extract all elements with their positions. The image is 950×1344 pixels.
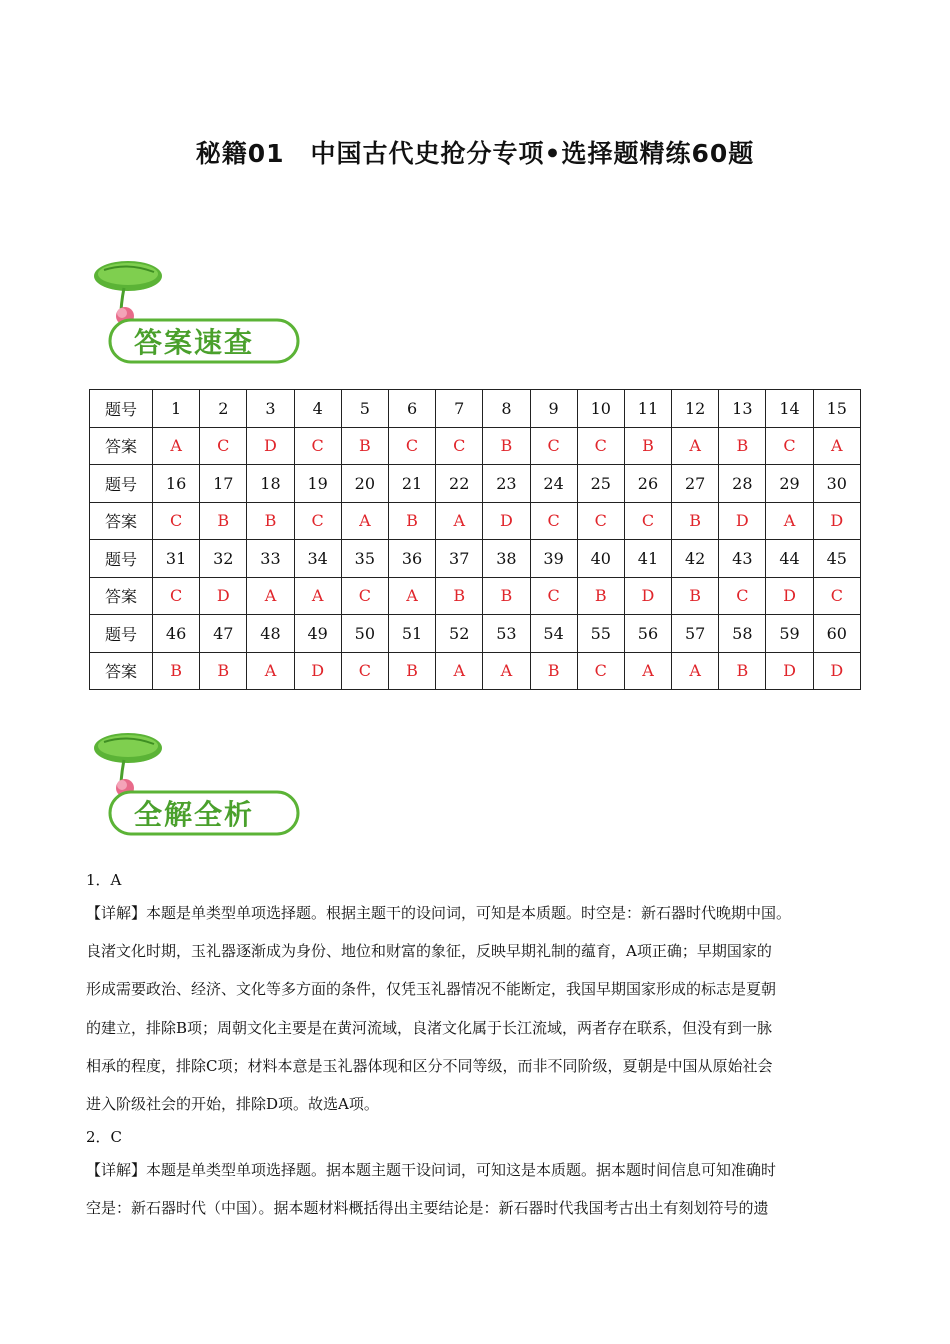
question-number-row [90, 390, 861, 428]
answer-cell: A [341, 502, 388, 540]
answer-cell: C [294, 502, 341, 540]
answer-cell: B [247, 502, 294, 540]
answer-row [90, 577, 861, 615]
question-number-cell: 41 [624, 540, 671, 578]
question-number-cell: 26 [624, 465, 671, 503]
answer-cell: B [483, 427, 530, 465]
question-number-row [90, 615, 861, 653]
answer-cell: B [719, 652, 766, 690]
question-number-cell: 36 [388, 540, 435, 578]
question-number-cell: 10 [577, 390, 624, 428]
question-number-cell: 30 [813, 465, 860, 503]
answer-cell: C [341, 577, 388, 615]
row-label: 题号 [90, 615, 153, 653]
answer-cell: A [483, 652, 530, 690]
question-number-cell: 51 [388, 615, 435, 653]
answer-cell: B [719, 427, 766, 465]
answer-cell: D [483, 502, 530, 540]
answer-cell: C [388, 427, 435, 465]
question-number-cell: 48 [247, 615, 294, 653]
question-number-cell: 34 [294, 540, 341, 578]
question-number-cell: 47 [200, 615, 247, 653]
answer-cell: B [388, 652, 435, 690]
question-number-cell: 52 [436, 615, 483, 653]
answer-cell: D [813, 652, 860, 690]
question-number-cell: 33 [247, 540, 294, 578]
answer-cell: B [530, 652, 577, 690]
answer-row [90, 652, 861, 690]
question-number-cell: 35 [341, 540, 388, 578]
badge-text: 全解全析 [134, 798, 255, 831]
badge-text: 答案速查 [134, 326, 255, 359]
question-number-cell: 49 [294, 615, 341, 653]
question-number-cell: 7 [436, 390, 483, 428]
answer-cell: A [766, 502, 813, 540]
question-number-cell: 43 [719, 540, 766, 578]
answer-cell: C [766, 427, 813, 465]
answer-cell: D [200, 577, 247, 615]
question-number-cell: 18 [247, 465, 294, 503]
answer-cell: C [530, 577, 577, 615]
question-number-cell: 58 [719, 615, 766, 653]
answer-cell: B [388, 502, 435, 540]
answer-cell: D [247, 427, 294, 465]
section-badge-answer-lookup [88, 258, 303, 366]
lotus-leaf-icon [88, 730, 303, 838]
answer-cell: C [153, 502, 200, 540]
question-number-cell: 22 [436, 465, 483, 503]
question-number-row [90, 540, 861, 578]
answer-cell: D [766, 652, 813, 690]
question-number-cell: 25 [577, 465, 624, 503]
question-number-cell: 55 [577, 615, 624, 653]
question-number-cell: 39 [530, 540, 577, 578]
question-number-cell: 38 [483, 540, 530, 578]
question-number-cell: 32 [200, 540, 247, 578]
answer-cell: C [577, 502, 624, 540]
answer-cell: A [436, 502, 483, 540]
question-number-cell: 1 [153, 390, 200, 428]
question-number-cell: 20 [341, 465, 388, 503]
answer-cell: B [577, 577, 624, 615]
question-number-cell: 44 [766, 540, 813, 578]
answer-cell: D [624, 577, 671, 615]
answer-cell: D [813, 502, 860, 540]
question-number-cell: 31 [153, 540, 200, 578]
question-number-cell: 21 [388, 465, 435, 503]
question-number-cell: 6 [388, 390, 435, 428]
answer-cell: A [247, 652, 294, 690]
answer-cell: A [624, 652, 671, 690]
question-number-cell: 59 [766, 615, 813, 653]
section-badge-full-analysis [88, 730, 303, 838]
question-number-cell: 37 [436, 540, 483, 578]
question-number-cell: 16 [153, 465, 200, 503]
question-number-cell: 29 [766, 465, 813, 503]
row-label: 答案 [90, 577, 153, 615]
answer-cell: B [200, 652, 247, 690]
question-number-cell: 42 [672, 540, 719, 578]
question-number-cell: 46 [153, 615, 200, 653]
answer-table [89, 389, 861, 690]
answer-cell: B [436, 577, 483, 615]
answer-cell: B [672, 577, 719, 615]
lotus-leaf-icon [88, 258, 303, 366]
question-number-cell: 15 [813, 390, 860, 428]
row-label: 题号 [90, 390, 153, 428]
question-number-cell: 3 [247, 390, 294, 428]
solution-number: 1．A [86, 871, 122, 889]
answer-row [90, 427, 861, 465]
answer-cell: A [672, 427, 719, 465]
solution-number: 2．C [86, 1128, 123, 1147]
answer-cell: C [200, 427, 247, 465]
row-label: 答案 [90, 427, 153, 465]
question-number-cell: 40 [577, 540, 624, 578]
question-number-cell: 27 [672, 465, 719, 503]
question-number-cell: 2 [200, 390, 247, 428]
answer-cell: A [813, 427, 860, 465]
answer-cell: B [672, 502, 719, 540]
solution-line: 进入阶级社会的开始，排除D项。故选A项。 [86, 1095, 379, 1114]
question-number-cell: 45 [813, 540, 860, 578]
solutions-section [86, 866, 866, 1228]
question-number-cell: 12 [672, 390, 719, 428]
answer-cell: C [294, 427, 341, 465]
solution-line: 空是：新石器时代（中国）。据本题材料概括得出主要结论是：新石器时代我国考古出土有刻划符号的遗 [86, 1199, 769, 1218]
question-number-cell: 23 [483, 465, 530, 503]
question-number-cell: 14 [766, 390, 813, 428]
question-number-row [90, 465, 861, 503]
question-number-cell: 11 [624, 390, 671, 428]
answer-cell: C [153, 577, 200, 615]
row-label: 答案 [90, 652, 153, 690]
answer-cell: A [436, 652, 483, 690]
question-number-cell: 19 [294, 465, 341, 503]
row-label: 题号 [90, 465, 153, 503]
page-title: 秘籍01 中国古代史抢分专项•选择题精练60题 [195, 139, 755, 168]
row-label: 答案 [90, 502, 153, 540]
question-number-cell: 4 [294, 390, 341, 428]
question-number-cell: 56 [624, 615, 671, 653]
question-number-cell: 5 [341, 390, 388, 428]
question-number-cell: 28 [719, 465, 766, 503]
answer-cell: B [341, 427, 388, 465]
question-number-cell: 17 [200, 465, 247, 503]
solution-line: 【详解】本题是单类型单项选择题。据本题主题干设问词，可知这是本质题。据本题时间信息可知准确时 [86, 1161, 777, 1180]
answer-cell: B [200, 502, 247, 540]
answer-cell: A [247, 577, 294, 615]
question-number-cell: 60 [813, 615, 860, 653]
question-number-cell: 9 [530, 390, 577, 428]
question-number-cell: 13 [719, 390, 766, 428]
answer-cell: C [341, 652, 388, 690]
answer-cell: D [719, 502, 766, 540]
answer-cell: C [436, 427, 483, 465]
answer-cell: C [813, 577, 860, 615]
solution-line: 相承的程度，排除C项；材料本意是玉礼器体现和区分不同等级，而非不同阶级，夏朝是中国从原始社会 [86, 1056, 773, 1075]
solution-line: 良渚文化时期，玉礼器逐渐成为身份、地位和财富的象征，反映早期礼制的蕴育，A项正确；早期国家的 [86, 942, 772, 961]
answer-cell: A [672, 652, 719, 690]
answer-cell: C [577, 427, 624, 465]
answer-row [90, 502, 861, 540]
answer-cell: B [624, 427, 671, 465]
question-number-cell: 57 [672, 615, 719, 653]
answer-cell: C [530, 502, 577, 540]
answer-cell: D [294, 652, 341, 690]
row-label: 题号 [90, 540, 153, 578]
question-number-cell: 24 [530, 465, 577, 503]
solution-line: 的建立，排除B项；周朝文化主要是在黄河流域，良渚文化属于长江流域，两者存在联系，但没有到一脉 [86, 1018, 773, 1037]
answer-cell: C [577, 652, 624, 690]
answer-cell: B [153, 652, 200, 690]
answer-cell: A [388, 577, 435, 615]
answer-cell: C [719, 577, 766, 615]
solution-line: 形成需要政治、经济、文化等多方面的条件，仅凭玉礼器情况不能断定，我国早期国家形成的标志是夏朝 [86, 980, 777, 999]
question-number-cell: 53 [483, 615, 530, 653]
question-number-cell: 8 [483, 390, 530, 428]
answer-cell: A [153, 427, 200, 465]
solution-line: 【详解】本题是单类型单项选择题。根据主题干的设问词，可知是本质题。时空是：新石器时代晚期中国。 [86, 904, 792, 922]
answer-cell: C [624, 502, 671, 540]
answer-cell: A [294, 577, 341, 615]
answer-cell: D [766, 577, 813, 615]
question-number-cell: 50 [341, 615, 388, 653]
answer-cell: C [530, 427, 577, 465]
answer-cell: B [483, 577, 530, 615]
question-number-cell: 54 [530, 615, 577, 653]
